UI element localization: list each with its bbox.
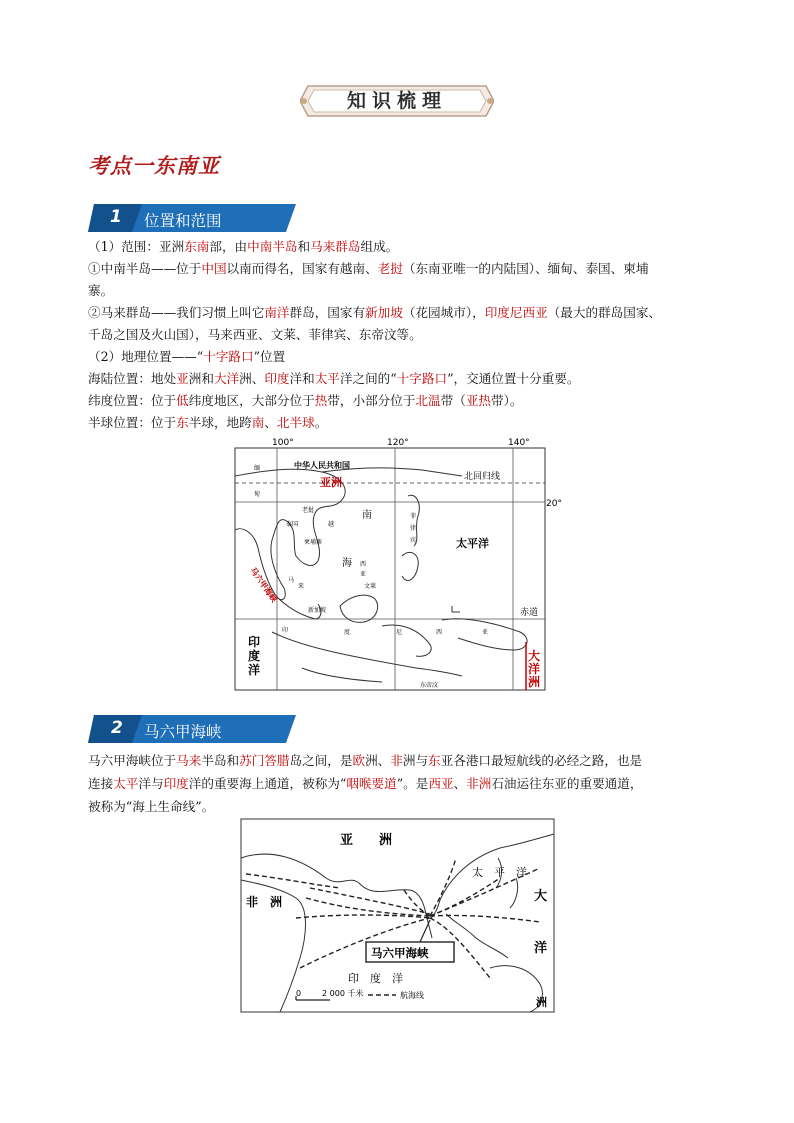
tropic-label: 北回归线: [464, 472, 501, 482]
s2-line-1: 马六甲海峡位于马来半岛和苏门答腊岛之间，是欧洲、非洲与东亚各港口最短航线的必经之路，也是: [88, 753, 643, 768]
s2-line-2: 连接太平洋与印度洋的重要海上通道，被称为“咽喉要道”。是西亚、非洲石油运往东亚的重要通道，: [88, 776, 643, 791]
country-label: 甸: [254, 491, 261, 498]
country-label: 西: [436, 629, 443, 636]
map2-strait-label: 马六甲海峡: [371, 946, 429, 960]
s2-line-3: 被称为“海上生命线”。: [88, 799, 215, 814]
country-label: 度: [344, 629, 351, 636]
section-number-2: 2: [111, 718, 123, 738]
country-label: 文莱: [364, 583, 377, 590]
china-label: 中华人民共和国: [294, 461, 350, 470]
lon-120-label: 120°: [387, 438, 409, 448]
lat-20-label: 20°: [546, 499, 562, 509]
country-label: 尼: [396, 629, 403, 636]
lon-140-label: 140°: [508, 438, 530, 448]
indian-ocean-label-1: 印: [248, 635, 261, 649]
map2-indian-label: 印 度 洋: [348, 972, 403, 985]
country-label: 缅: [254, 465, 261, 472]
indian-ocean-label-2: 度: [248, 649, 261, 663]
country-label: 越: [328, 521, 335, 528]
country-label: 新加坡: [308, 607, 327, 614]
s1-line-9: 半球位置：位于东半球，地跨南、北半球。: [88, 415, 328, 430]
page-title: 知识梳理: [346, 90, 447, 112]
country-label: 东帝汶: [420, 682, 439, 689]
equator-label: 赤道: [520, 608, 539, 618]
pacific-label: 太平洋: [456, 537, 489, 550]
s1-line-1: （1）范围：亚洲东南部，由中南半岛和马来群岛组成。: [88, 239, 399, 254]
s1-line-5: 千岛之国及火山国），马来西亚、文莱、菲律宾、东帝汶等。: [88, 327, 422, 342]
scale-zero: 0: [296, 989, 302, 998]
malacca-routes-map: [240, 818, 556, 1014]
topic-heading: 考点一东南亚: [88, 154, 220, 178]
section-title-2: 马六甲海峡: [144, 723, 222, 741]
section-title-1: 位置和范围: [144, 212, 222, 230]
map2-yang-label: 洋: [534, 941, 548, 956]
country-label: 律: [410, 525, 417, 532]
country-label: 马: [288, 577, 295, 584]
s1-line-4: ②马来群岛——我们习惯上叫它南洋群岛，国家有新加坡（花园城市），印度尼西亚（最大的群岛国家、: [88, 305, 662, 320]
map2-asia-label: 亚 洲: [340, 833, 393, 848]
country-label: 来: [298, 583, 305, 590]
s1-line-7: 海陆位置：地处亚洲和大洋洲、印度洋和太平洋之间的“十字路口”，交通位置十分重要。: [88, 371, 580, 386]
s1-line-3: 寨。: [88, 283, 114, 298]
country-label: 泰国: [286, 521, 299, 528]
lon-100-label: 100°: [272, 438, 294, 448]
country-label: 西: [360, 561, 367, 568]
legend-route: 航海线: [400, 991, 424, 1000]
asia-label: 亚洲: [320, 476, 342, 489]
map2-pacific-label: 太 平 洋: [472, 866, 527, 879]
country-label: 菲: [410, 513, 417, 520]
s1-line-8: 纬度位置：位于低纬度地区，大部分位于热带，小部分位于北温带（亚热带）。: [88, 393, 523, 408]
country-label: 柬埔寨: [304, 539, 323, 546]
country-label: 印: [282, 627, 289, 634]
scale-km: 2 000 千米: [322, 989, 364, 998]
malacca-strait-label: 马六甲海峡: [248, 565, 279, 604]
map2-da-label: 大: [534, 889, 548, 904]
s1-line-2: ①中南半岛——位于中国以南而得名，国家有越南、老挝（东南亚唯一的内陆国）、缅甸、泰国、柬埔: [88, 261, 649, 276]
s1-line-6: （2）地理位置——“十字路口”位置: [88, 349, 286, 364]
oceania-label-1: 大: [528, 649, 541, 663]
southeast-asia-map: [232, 436, 564, 692]
oceania-label-2: 洋: [528, 662, 541, 676]
country-label: 亚: [360, 571, 367, 578]
oceania-label-3: 洲: [528, 675, 541, 689]
country-label: 宾: [410, 537, 417, 544]
country-label: 亚: [482, 629, 489, 636]
map2-zhou-label: 洲: [536, 996, 547, 1009]
sea-label: 海: [342, 558, 352, 569]
map2-africa-label: 非 洲: [246, 895, 283, 909]
section-number-1: 1: [110, 207, 122, 227]
indian-ocean-label-3: 洋: [248, 663, 261, 677]
country-label: 老挝: [302, 507, 315, 514]
south-label: 南: [362, 510, 372, 521]
